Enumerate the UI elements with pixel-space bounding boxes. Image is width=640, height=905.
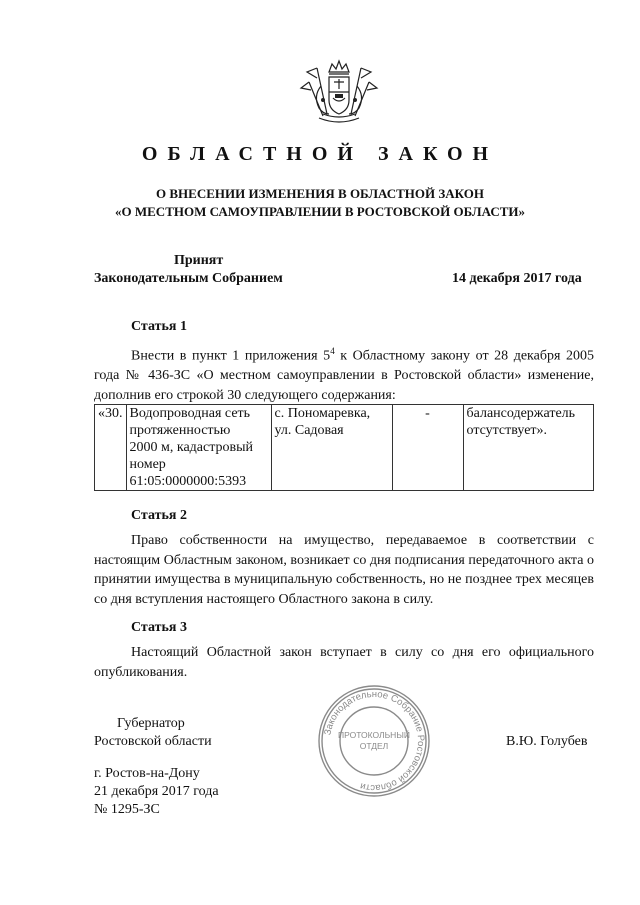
location-line: с. Пономаревка,	[274, 406, 371, 421]
stamp-center-line1: ПРОТОКОЛЬНЫЙ	[338, 730, 410, 740]
article-1-text-start: Внести в пункт 1 приложения 5	[131, 348, 331, 364]
object-line: номер	[129, 457, 166, 472]
law-number: № 1295-ЗС	[94, 802, 160, 817]
signing-date: 21 декабря 2017 года	[94, 784, 219, 799]
article-1-heading: Статья 1	[131, 319, 187, 334]
law-title: ОБЛАСТНОЙ ЗАКОН	[141, 143, 499, 165]
table-cell-holder	[463, 405, 594, 491]
law-subtitle-line2: «О МЕСТНОМ САМОУПРАВЛЕНИИ В РОСТОВСКОЙ ОБЛАСТИ»	[115, 204, 525, 219]
article-3-text: Настоящий Областной закон вступает в силу со дня его официального опубликования.	[94, 645, 594, 680]
table-cell-number: «30.	[95, 405, 127, 491]
stamp-center-line2: ОТДЕЛ	[359, 741, 389, 751]
law-subtitle-line1: О ВНЕСЕНИИ ИЗМЕНЕНИЯ В ОБЛАСТНОЙ ЗАКОН	[156, 186, 484, 201]
holder-line: отсутствует».	[466, 423, 548, 438]
table-cell-object	[126, 405, 271, 491]
table-cell-location	[271, 405, 392, 491]
article-2-text: Право собственности на имущество, передаваемое в соответствии с настоящим Областным законом, возникает со дня подписания передаточного акта о принятии имущества в муниципальную собственность, но не позднее трех месяцев со дня вступления настоящего Областного закона в силу.	[94, 533, 594, 607]
article-1-text	[94, 342, 594, 405]
governor-region: Ростовской области	[94, 734, 212, 749]
coat-of-arms-icon	[299, 56, 379, 126]
object-line: 61:05:0000000:5393	[129, 474, 247, 489]
object-line: 2000 м, кадастровый	[129, 440, 254, 455]
table-cell-dash: -	[392, 405, 463, 491]
governor-name: В.Ю. Голубев	[506, 734, 588, 749]
object-line: Водопроводная сеть	[129, 406, 251, 421]
location-line: ул. Садовая	[274, 423, 344, 438]
governor-title: Губернатор	[117, 716, 185, 731]
adopted-by: Законодательным Собранием	[94, 271, 283, 286]
table-row	[95, 405, 594, 491]
article-1-text-end: к Областному закону от 28 декабря 2005 года № 436-ЗС «О местном самоуправлении в Ростовской области» изменение, дополнив его строкой 30 следующего содержания:	[94, 348, 594, 403]
article-1-superscript: 4	[330, 346, 335, 356]
article-3-heading: Статья 3	[131, 620, 187, 635]
stamp-ring-text: Законодательное Собрание Ростовской области	[322, 688, 427, 794]
adopted-date: 14 декабря 2017 года	[452, 271, 582, 286]
property-table	[94, 404, 594, 491]
adopted-label: Принят	[174, 253, 224, 268]
object-line: протяженностью	[129, 423, 231, 438]
holder-line: балансодержатель	[466, 406, 576, 421]
signing-city: г. Ростов-на-Дону	[94, 766, 200, 781]
article-2-heading: Статья 2	[131, 508, 187, 523]
seal-stamp-icon	[316, 683, 432, 799]
